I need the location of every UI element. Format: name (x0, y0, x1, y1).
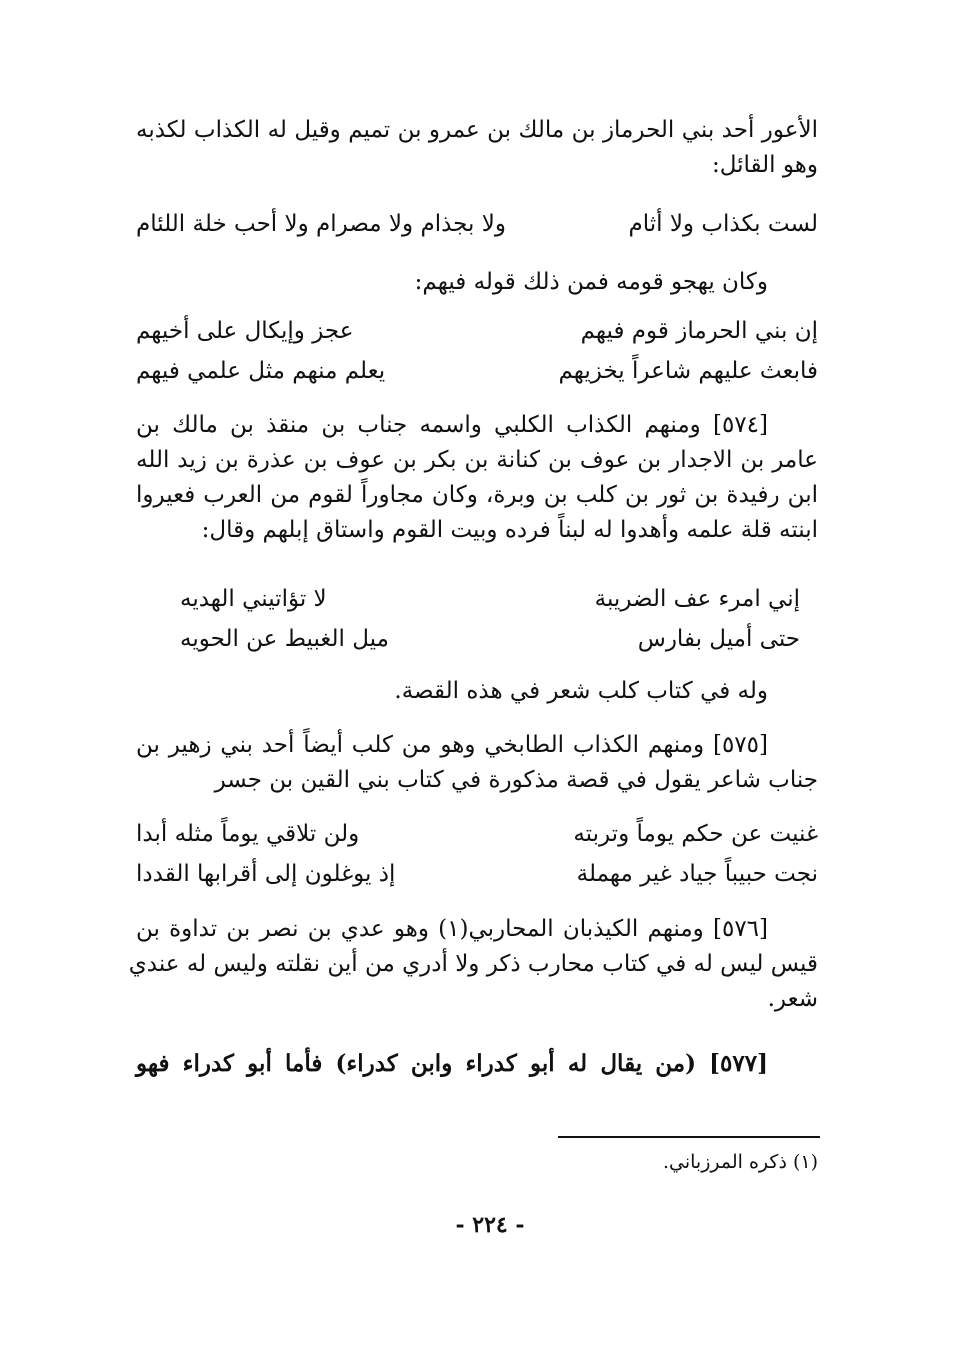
text-line: وكان يهجو قومه فمن ذلك قوله فيهم: (414, 269, 768, 295)
verse-row (136, 352, 818, 390)
verse-row (180, 580, 800, 618)
page-number: - ٢٢٤ - (455, 1212, 525, 1238)
verse-row (136, 815, 818, 853)
text-line: جناب شاعر يقول في قصة مذكورة في كتاب بني القين بن جسر (214, 767, 818, 793)
entry-577 (136, 1046, 818, 1081)
text-line: قيس ليس له في كتاب محارب ذكر ولا أدري من أين نقلته وليس له عندي (128, 951, 818, 977)
verse-hemistich: ولن تلاقي يوماً مثله أبدا (136, 821, 360, 847)
verse-row (136, 855, 818, 893)
text-line: وله في كتاب كلب شعر في هذه القصة. (394, 678, 768, 704)
verse-hemistich: نجت حبيباً جياد غير مهملة (576, 861, 818, 887)
paragraph (136, 674, 768, 709)
intro-paragraph (136, 113, 818, 183)
verse-hemistich: لست بكذاب ولا أثام (628, 211, 818, 237)
footnote-rule (558, 1136, 820, 1138)
text-line: الأعور أحد بني الحرماز بن مالك بن عمرو بن تميم وقيل له الكذاب لكذبه (136, 117, 818, 143)
verse-hemistich: إذ يوغلون إلى أقرابها القددا (136, 861, 396, 887)
verse-row (180, 620, 800, 658)
text-line: [٥٧٥] ومنهم الكذاب الطابخي وهو من كلب أيضاً أحد بني زهير بن (136, 732, 768, 758)
text-line: [٥٧٤] ومنهم الكذاب الكلبي واسمه جناب بن منقذ بن مالك بن (136, 412, 768, 438)
text-line: [٥٧٦] ومنهم الكيذبان المحاربي(١) وهو عدي بن نصر بن تداوة بن (136, 916, 769, 942)
text-line: [٥٧٧] (من يقال له أبو كدراء وابن كدراء) فأما أبو كدراء فهو (136, 1050, 768, 1077)
verse-hemistich: غنيت عن حكم يوماً وتربته (573, 821, 818, 847)
verse-hemistich: يعلم منهم مثل علمي فيهم (136, 358, 386, 384)
verse-row (136, 205, 818, 243)
footnote: (١) ذكره المرزباني. (662, 1151, 818, 1173)
entry-575 (136, 728, 818, 798)
verse-hemistich: فابعث عليهم شاعراً يخزيهم (558, 358, 818, 384)
verse-hemistich: ميل الغبيط عن الحويه (180, 626, 389, 652)
verse-hemistich: لا تؤاتيني الهديه (180, 586, 327, 612)
text-line: ابنته قلة علمه وأهدوا له لبناً فرده وبيت القوم واستاق إبلهم وقال: (201, 517, 818, 543)
text-line: ابن رفيدة بن ثور بن كلب بن وبرة، وكان مجاوراً لقوم من العرب فعيروا (136, 482, 818, 508)
verse-hemistich: إن بني الحرماز قوم فيهم (580, 318, 818, 344)
verse-hemistich: عجز وإيكال على أخيهم (136, 318, 354, 344)
text-line: وهو القائل: (711, 152, 818, 178)
text-line: عامر بن الاجدار بن عوف بن كنانة بن بكر بن عوف بن عذرة بن زيد الله (136, 447, 818, 473)
verse-hemistich: ولا بجذام ولا مصرام ولا أحب خلة اللئام (136, 211, 506, 237)
text-line: شعر. (767, 986, 818, 1012)
verse-hemistich: إني امرء عف الضريبة (594, 586, 800, 612)
verse-hemistich: حتى أميل بفارس (637, 626, 800, 652)
entry-576 (128, 912, 818, 1017)
verse-row (136, 312, 818, 350)
paragraph (136, 265, 768, 300)
entry-574 (136, 408, 818, 548)
